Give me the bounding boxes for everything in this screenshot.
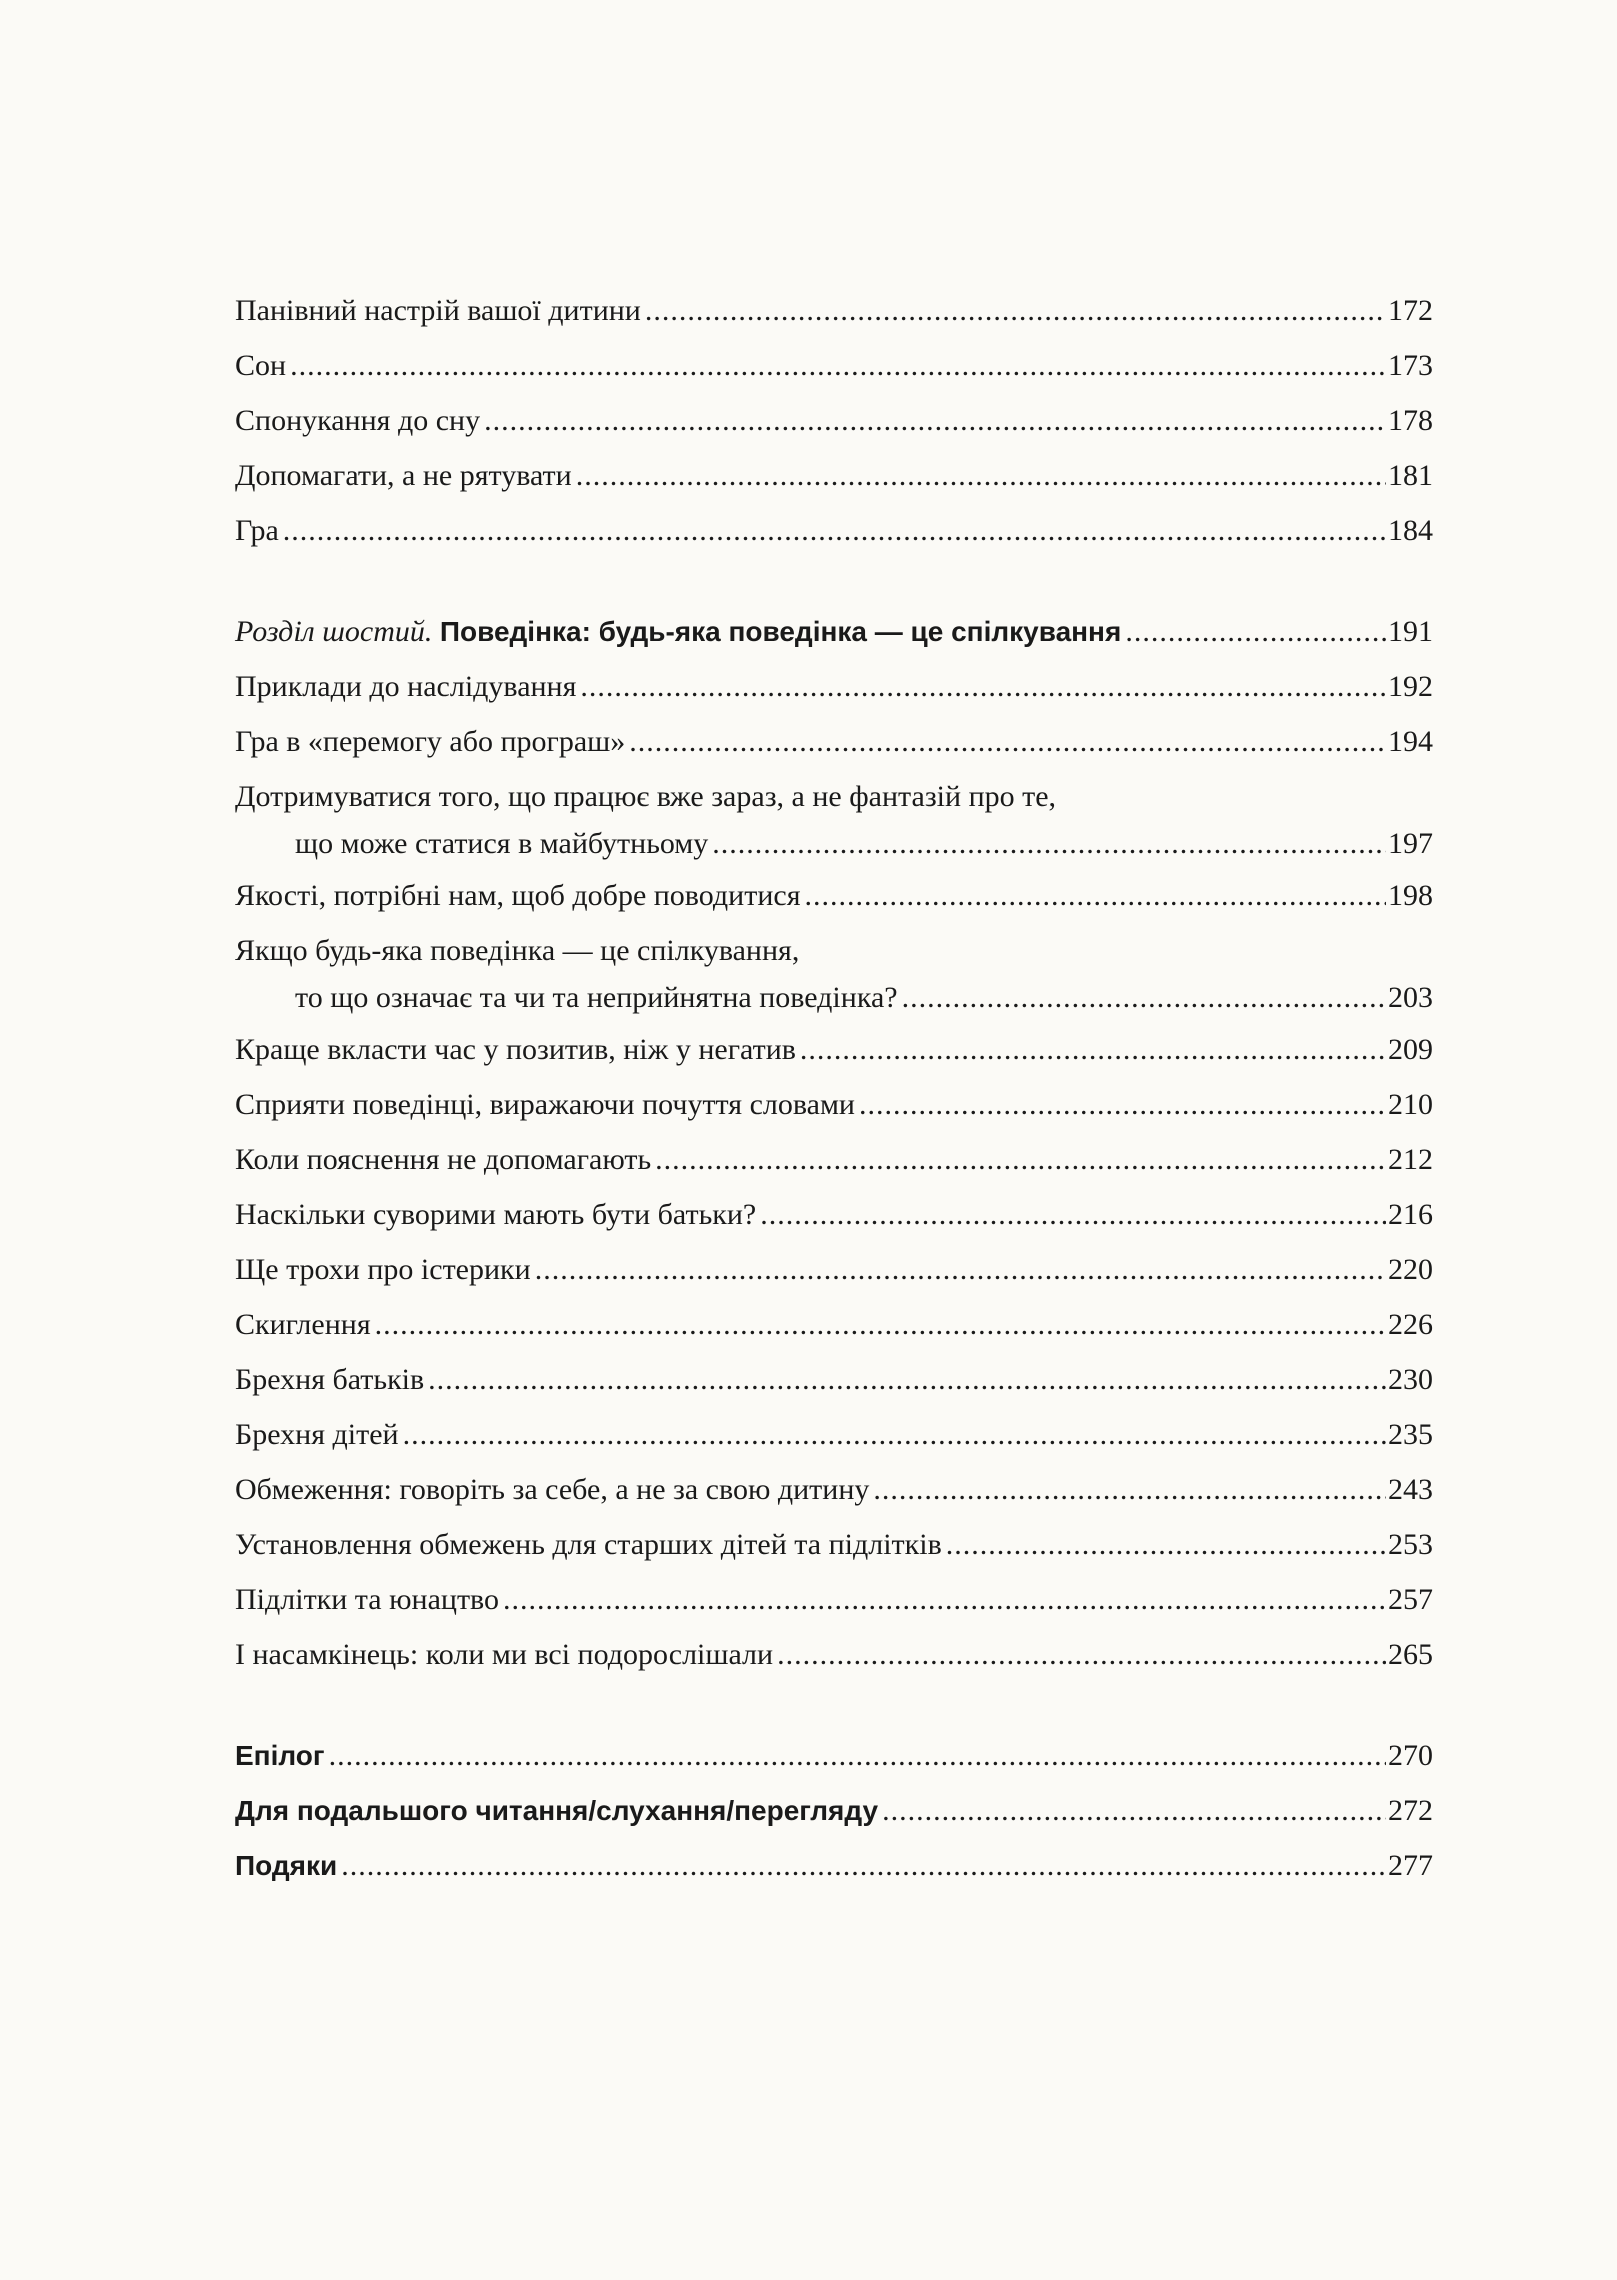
dot-leader [645, 283, 1386, 338]
entry-page-number: 265 [1388, 1638, 1433, 1671]
entry-page-number: 172 [1388, 294, 1433, 327]
entry-title: Сприяти поведінці, виражаючи почуття словами [235, 1088, 855, 1121]
entry-page-number: 173 [1388, 349, 1433, 382]
toc-entry-multiline [235, 775, 1433, 868]
entry-page-number: 272 [1388, 1794, 1433, 1827]
dot-leader [535, 1242, 1386, 1297]
entry-page-number: 253 [1388, 1528, 1433, 1561]
table-of-contents [235, 283, 1433, 1893]
chapter-title: Поведінка: будь-яка поведінка — це спілкування [439, 616, 1122, 647]
dot-leader [428, 1352, 1386, 1407]
entry-title: Коли пояснення не допомагають [235, 1143, 652, 1176]
entry-page-number: 243 [1388, 1473, 1433, 1506]
entry-title: Гра [235, 514, 279, 547]
toc-entry [235, 1022, 1433, 1077]
toc-entry-bold [235, 1783, 1433, 1838]
dot-leader [484, 393, 1386, 448]
dot-leader [375, 1297, 1386, 1352]
toc-entry [235, 1517, 1433, 1572]
toc-entry [235, 714, 1433, 769]
toc-group-1 [235, 283, 1433, 558]
entry-title: Підлітки та юнацтво [235, 1583, 500, 1616]
entry-title: Панівний настрій вашої дитини [235, 294, 641, 327]
chapter-label: Розділ шостий. [235, 615, 433, 648]
dot-leader [800, 1022, 1386, 1077]
entry-page-number: 277 [1388, 1849, 1433, 1882]
entry-title: Якості, потрібні нам, щоб добре поводитися [235, 879, 801, 912]
dot-leader [946, 1517, 1386, 1572]
entry-title: Ще трохи про істерики [235, 1253, 531, 1286]
toc-entry [235, 1242, 1433, 1297]
entry-title: Скиглення [235, 1308, 371, 1341]
entry-title-line-1: Дотримуватися того, що працює вже зараз, а не фантазій про те, [235, 780, 1057, 813]
toc-entry [235, 1352, 1433, 1407]
dot-leader [805, 868, 1386, 923]
entry-title: Брехня дітей [235, 1418, 399, 1451]
entry-title: Подяки [235, 1850, 338, 1881]
dot-leader [882, 1783, 1386, 1838]
toc-entry [235, 448, 1433, 503]
toc-entry-multiline [235, 929, 1433, 1022]
entry-title: Краще вкласти час у позитив, ніж у негатив [235, 1033, 796, 1066]
entry-page-number: 235 [1388, 1418, 1433, 1451]
toc-entry [235, 1627, 1433, 1682]
dot-leader [503, 1572, 1386, 1627]
dot-leader [1125, 604, 1386, 659]
toc-entry [235, 1132, 1433, 1187]
toc-group-chapter-6 [235, 604, 1433, 1682]
toc-entry [235, 1572, 1433, 1627]
toc-entry [235, 1077, 1433, 1132]
dot-leader [873, 1462, 1386, 1517]
entry-page-number: 226 [1388, 1308, 1433, 1341]
dot-leader [341, 1838, 1386, 1893]
dot-leader [290, 338, 1386, 393]
dot-leader [580, 659, 1386, 714]
dot-leader [629, 714, 1386, 769]
dot-leader [576, 448, 1386, 503]
entry-page-number: 184 [1388, 514, 1433, 547]
toc-entry [235, 1187, 1433, 1242]
toc-entry [235, 659, 1433, 714]
toc-entry [235, 393, 1433, 448]
dot-leader [712, 819, 1386, 868]
dot-leader [760, 1187, 1386, 1242]
entry-title: Обмеження: говоріть за себе, а не за свою дитину [235, 1473, 870, 1506]
dot-leader [655, 1132, 1386, 1187]
toc-entry [235, 1407, 1433, 1462]
entry-page-number: 178 [1388, 404, 1433, 437]
entry-page-number: 270 [1388, 1739, 1433, 1772]
toc-entry [235, 1297, 1433, 1352]
entry-page-number: 220 [1388, 1253, 1433, 1286]
toc-entry [235, 868, 1433, 923]
toc-group-back-matter [235, 1728, 1433, 1893]
toc-entry [235, 503, 1433, 558]
entry-title: Установлення обмежень для старших дітей та підлітків [235, 1528, 942, 1561]
entry-title: Сон [235, 349, 287, 382]
entry-page-number: 181 [1388, 459, 1433, 492]
entry-page-number: 194 [1388, 725, 1433, 758]
entry-title: Брехня батьків [235, 1363, 425, 1396]
toc-entry [235, 1462, 1433, 1517]
entry-page-number: 216 [1388, 1198, 1433, 1231]
entry-page-number: 257 [1388, 1583, 1433, 1616]
entry-title: І насамкінець: коли ми всі подорослішали [235, 1638, 774, 1671]
entry-page-number: 210 [1388, 1088, 1433, 1121]
dot-leader [329, 1728, 1386, 1783]
toc-entry-bold [235, 1838, 1433, 1893]
dot-leader [902, 973, 1386, 1022]
entry-title-line-1: Якщо будь-яка поведінка — це спілкування, [235, 934, 800, 967]
entry-title: Спонукання до сну [235, 404, 481, 437]
entry-title: Гра в «перемогу або програш» [235, 725, 626, 758]
toc-entry [235, 338, 1433, 393]
entry-page-number: 230 [1388, 1363, 1433, 1396]
chapter-page-number: 191 [1388, 615, 1433, 648]
entry-page-number: 198 [1388, 879, 1433, 912]
entry-title: Приклади до наслідування [235, 670, 577, 703]
chapter-heading [235, 604, 1433, 659]
dot-leader [283, 503, 1386, 558]
toc-entry [235, 283, 1433, 338]
entry-title: Для подальшого читання/слухання/перегляду [235, 1795, 879, 1826]
entry-title-line-2: то що означає та чи та неприйнятна поведінка? [295, 981, 898, 1014]
dot-leader [403, 1407, 1386, 1462]
dot-leader [777, 1627, 1386, 1682]
entry-page-number: 209 [1388, 1033, 1433, 1066]
entry-page-number: 203 [1388, 981, 1433, 1014]
entry-title: Епілог [235, 1740, 325, 1771]
entry-page-number: 192 [1388, 670, 1433, 703]
entry-page-number: 197 [1388, 827, 1433, 860]
dot-leader [859, 1077, 1386, 1132]
entry-title: Допомагати, а не рятувати [235, 459, 572, 492]
entry-title: Наскільки суворими мають бути батьки? [235, 1198, 757, 1231]
entry-title-line-2: що може статися в майбутньому [295, 827, 709, 860]
toc-entry-bold [235, 1728, 1433, 1783]
entry-page-number: 212 [1388, 1143, 1433, 1176]
